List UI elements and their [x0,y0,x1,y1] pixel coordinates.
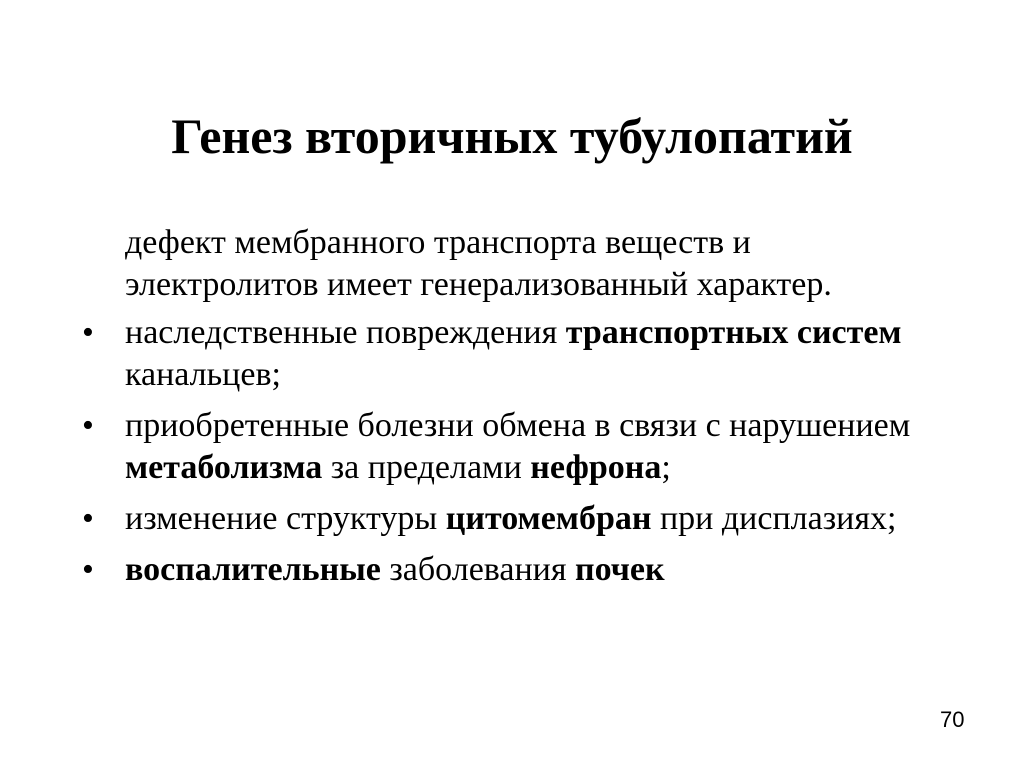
slide-body [78,222,938,600]
item-text-part: канальцев; [125,356,281,393]
item-text-bold: цитомембран [445,500,652,537]
item-text-part: наследственные повреждения [125,314,566,351]
item-text-bold: воспалительные [125,551,381,588]
item-text-bold: почек [575,551,665,588]
item-text-bold: метаболизма [125,449,323,486]
list-item [78,498,938,540]
item-text-part: дефект мембранного транспорта веществ и электролитов имеет генерализованный характер. [125,224,832,303]
item-text-part: изменение структуры [125,500,446,537]
item-text-part: заболевания [380,551,576,588]
item-text-part: за пределами [322,449,531,486]
bullet-icon: • [82,500,94,537]
bullet-icon: • [82,551,94,588]
list-item [78,405,938,489]
page-number: 70 [940,707,965,732]
bullet-icon: • [82,407,94,444]
item-text-bold: нефрона [530,449,662,486]
list-item [78,549,938,591]
list-item [78,312,938,396]
item-text-part: приобретенные болезни обмена в связи с нарушением [125,407,911,444]
item-text-part: ; [661,449,671,486]
item-text-bold: транспортных систем [565,314,902,351]
bullet-icon: • [82,314,94,351]
slide-title: Генез вторичных тубулопатий [171,108,853,164]
item-text-part: при дисплазиях; [651,500,897,537]
list-item [78,222,938,306]
